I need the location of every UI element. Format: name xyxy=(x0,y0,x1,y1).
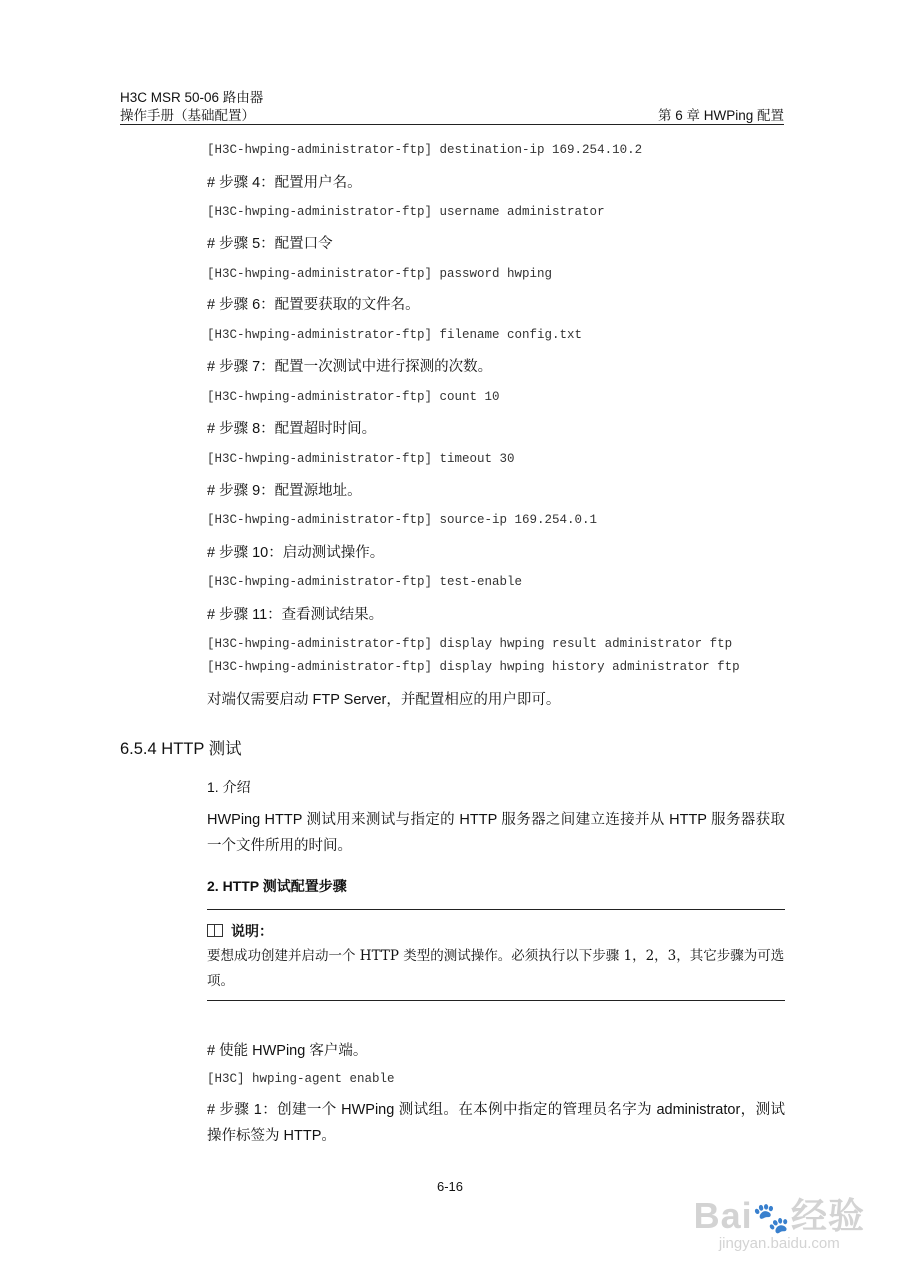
step-text: # 步骤 8：配置超时时间。 xyxy=(207,421,377,437)
header-rule xyxy=(120,124,784,125)
note-bottom-rule xyxy=(207,1000,785,1001)
command-line: [H3C-hwping-administrator-ftp] test-enable xyxy=(207,575,523,589)
watermark-url: jingyan.baidu.com xyxy=(718,1235,840,1252)
step-text: # 步骤 6：配置要获取的文件名。 xyxy=(207,297,420,313)
note-top-rule xyxy=(207,909,785,910)
command-line: [H3C-hwping-administrator-ftp] destination-ip 169.254.10.2 xyxy=(207,143,643,157)
intro-text: HWPing HTTP 测试用来测试与指定的 HTTP 服务器之间建立连接并从 HTTP 服务器获取一个文件所用的时间。 xyxy=(207,812,785,854)
step1-text: # 步骤 1：创建一个 HWPing 测试组。在本例中指定的管理员名字为 administrator，测试操作标签为 HTTP。 xyxy=(207,1102,785,1144)
command-line: [H3C-hwping-administrator-ftp] count 10 xyxy=(207,390,500,404)
step-text: # 步骤 7：配置一次测试中进行探测的次数。 xyxy=(207,359,493,375)
header-product: H3C MSR 50-06 路由器 xyxy=(120,90,264,105)
command-line: [H3C-hwping-administrator-ftp] source-ip 169.254.0.1 xyxy=(207,513,598,527)
baidu-watermark: Bai🐾经验 jingyan.baidu.com xyxy=(693,1195,865,1252)
step-text: # 步骤 5：配置口令 xyxy=(207,236,333,252)
enable-step: # 使能 HWPing 客户端。 xyxy=(207,1043,368,1059)
command-line: [H3C-hwping-administrator-ftp] username administrator xyxy=(207,205,605,219)
page-number: 6-16 xyxy=(437,1179,464,1194)
command-line: [H3C-hwping-administrator-ftp] display hwping history administrator ftp xyxy=(207,660,740,674)
step-text: # 步骤 9：配置源地址。 xyxy=(207,483,362,499)
intro-heading: 1. 介绍 xyxy=(207,779,251,795)
step-text: 对端仅需要启动 FTP Server，并配置相应的用户即可。 xyxy=(207,692,561,708)
steps-heading: 2. HTTP 测试配置步骤 xyxy=(207,878,347,894)
note-label: 说明： xyxy=(231,923,273,939)
command-line: [H3C-hwping-administrator-ftp] timeout 30 xyxy=(207,452,515,466)
command-line: [H3C-hwping-administrator-ftp] password hwping xyxy=(207,267,553,281)
book-icon xyxy=(207,924,223,937)
command-line: [H3C-hwping-administrator-ftp] display hwping result administrator ftp xyxy=(207,637,733,651)
enable-code: [H3C] hwping-agent enable xyxy=(207,1072,395,1086)
step-text: # 步骤 11：查看测试结果。 xyxy=(207,607,384,623)
header-manual: 操作手册（基础配置） xyxy=(120,108,255,123)
note-header xyxy=(207,921,273,941)
header-chapter: 第 6 章 HWPing 配置 xyxy=(657,108,784,123)
step-text: # 步骤 10：启动测试操作。 xyxy=(207,545,385,561)
section-title: 6.5.4 HTTP 测试 xyxy=(120,740,242,758)
command-line: [H3C-hwping-administrator-ftp] filename config.txt xyxy=(207,328,583,342)
note-text: 要想成功创建并启动一个 HTTP 类型的测试操作。必须执行以下步骤 1，2，3，其它步骤为可选项。 xyxy=(207,948,785,989)
step-text: # 步骤 4：配置用户名。 xyxy=(207,175,362,191)
